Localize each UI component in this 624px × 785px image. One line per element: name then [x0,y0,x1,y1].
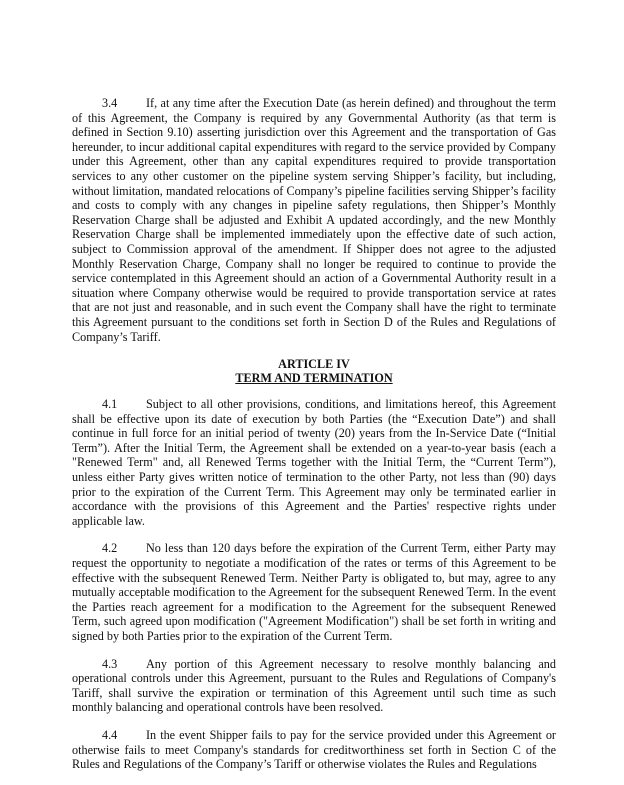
article-subtitle: TERM AND TERMINATION [235,371,393,386]
section-number: 4.1 [102,397,118,412]
article-heading [72,357,556,385]
section-4-1 [72,397,556,528]
section-text: Subject to all other provisions, conditions, and limitations hereof, this Agreement shall be effective upon its date of execution by both Parties (the “Execution Date”) and shall continue in full force for an initial period of twenty (20) years from the In-Service Date (“Initial Term”). After the Initial Term, the Agreement shall be extended on a year-to-year basis (each a "Renewed Term" and, all Renewed Terms together with the Initial Term, the “Current Term”), unless either Party gives written notice of termination to the other Party, not less than (90) days prior to the expiration of the Current Term. This Agreement may only be terminated earlier in accordance with the provisions of this Agreement and the Parties' respective rights under applicable law. [72,397,556,528]
section-number: 4.4 [102,727,118,742]
section-4-3 [72,657,556,715]
section-text: In the event Shipper fails to pay for the service provided under this Agreement or otherwise fails to meet Company's standards for creditworthiness set forth in Section C of the Rules and Regulations of the Company’s Tariff or otherwise violates the Rules and Regulations [72,727,556,772]
section-number: 4.3 [102,656,118,671]
section-3-4 [72,96,556,344]
section-number: 3.4 [102,96,118,110]
section-text: Any portion of this Agreement necessary to resolve monthly balancing and operational controls under this Agreement, pursuant to the Rules and Regulations of Company's Tariff, shall survive the expiration or termination of this Agreement until such time as such monthly balancing and operational controls have been resolved. [72,656,556,715]
section-text: No less than 120 days before the expiration of the Current Term, either Party may request the opportunity to negotiate a modification of the rates or terms of this Agreement to be effective with the subsequent Renewed Term. Neither Party is obligated to, but may, agree to any mutually acceptable modification to the Agreement for the subsequent Renewed Term. In the event the Parties reach agreement for a modification to the Agreement for the subsequent Renewed Term, such agreed upon modification ("Agreement Modification") shall be set forth in writing and signed by both Parties prior to the expiration of the Current Term. [72,541,556,643]
document-body [72,96,556,785]
section-4-4 [72,728,556,772]
section-number: 4.2 [102,541,118,556]
article-title: ARTICLE IV [278,357,350,372]
section-text: If, at any time after the Execution Date (as herein defined) and throughout the term of this Agreement, the Company is required by any Governmental Authority (as that term is defined in Section 9.10) asserting jurisdiction over this Agreement and the transportation of Gas hereunder, to incur additional capital expenditures with regard to the service provided by Company under this Agreement, other than any capital expenditures required to provide transportation services to any other customer on the pipeline system serving Shipper’s facility, but including, without limitation, mandated relocations of Company’s pipeline facilities serving Shipper’s facility and costs to comply with any changes in pipeline safety regulations, then Shipper’s Monthly Reservation Charge shall be adjusted and Exhibit A updated accordingly, and the new Monthly Reservation Charge shall be implemented immediately upon the effective date of such action, subject to Commission approval of the amendment. If Shipper does not agree to the adjusted Monthly Reservation Charge, Company shall no longer be required to continue to provide the service contemplated in this Agreement should an action of a Governmental Authority result in a situation where Company otherwise would be required to provide transportation service at rates that are not just and reasonable, and in such event the Company shall have the right to terminate this Agreement pursuant to the conditions set forth in Section D of the Rules and Regulations of Company’s Tariff. [72,96,556,344]
section-4-2 [72,541,556,643]
